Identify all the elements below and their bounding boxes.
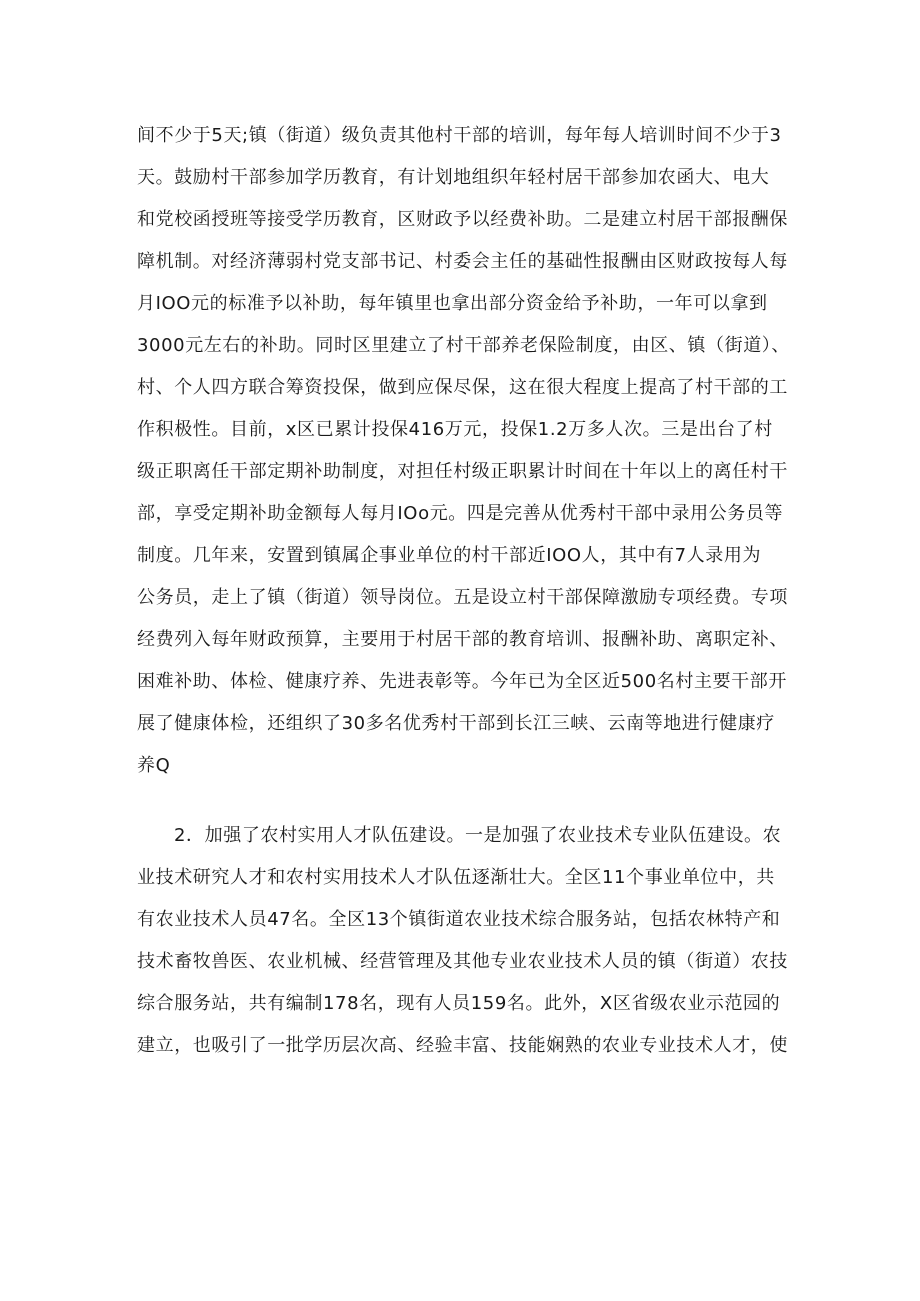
text-line: 制度。几年来，安置到镇属企事业单位的村干部近IOO人，其中有7人录用为	[137, 545, 762, 566]
text-line: 作积极性。目前，x区已累计投保416万元，投保1.2万多人次。三是出台了村	[137, 419, 773, 440]
text-line: 困难补助、体检、健康疗养、先进表彰等。今年已为全区近500名村主要干部开	[137, 671, 787, 692]
text-line: 间不少于5天;镇（街道）级负责其他村干部的培训，每年每人培训时间不少于3	[137, 125, 782, 146]
text-line: 3000元左右的补助。同时区里建立了村干部养老保险制度，由区、镇（街道）、	[137, 335, 791, 356]
text-line: 有农业技术人员47名。全区13个镇街道农业技术综合服务站，包括农林特产和	[137, 909, 781, 930]
text-line: 级正职离任干部定期补助制度，对担任村级正职累计时间在十年以上的离任村干	[137, 461, 788, 482]
text-line: 业技术研究人才和农村实用技术人才队伍逐渐壮大。全区11个事业单位中，共	[137, 867, 775, 888]
text-line: 和党校函授班等接受学历教育，区财政予以经费补助。二是建立村居干部报酬保	[137, 209, 788, 230]
text-line: 2．加强了农村实用人才队伍建设。一是加强了农业技术专业队伍建设。农	[174, 825, 782, 846]
text-line: 养Q	[137, 755, 171, 776]
text-line: 综合服务站，共有编制178名，现有人员159名。此外，X区省级农业示范园的	[137, 993, 781, 1014]
text-line: 部，享受定期补助金额每人每月IOo元。四是完善从优秀村干部中录用公务员等	[137, 503, 784, 524]
text-line: 经费列入每年财政预算，主要用于村居干部的教育培训、报酬补助、离职定补、	[137, 629, 788, 650]
text-line: 展了健康体检，还组织了30多名优秀村干部到长江三峡、云南等地进行健康疗	[137, 713, 775, 734]
text-line: 月IOO元的标准予以补助，每年镇里也拿出部分资金给予补助，一年可以拿到	[137, 293, 768, 314]
text-line: 障机制。对经济薄弱村党支部书记、村委会主任的基础性报酬由区财政按每人每	[137, 251, 788, 272]
text-line: 村、个人四方联合筹资投保，做到应保尽保，这在很大程度上提高了村干部的工	[137, 377, 788, 398]
text-line: 公务员，走上了镇（街道）领导岗位。五是设立村干部保障激励专项经费。专项	[137, 587, 788, 608]
text-line: 技术畜牧兽医、农业机械、经营管理及其他专业农业技术人员的镇（街道）农技	[137, 951, 788, 972]
text-line: 建立，也吸引了一批学历层次高、经验丰富、技能娴熟的农业专业技术人才，使	[137, 1035, 788, 1056]
text-line: 天。鼓励村干部参加学历教育，有计划地组织年轻村居干部参加农函大、电大	[137, 167, 770, 188]
